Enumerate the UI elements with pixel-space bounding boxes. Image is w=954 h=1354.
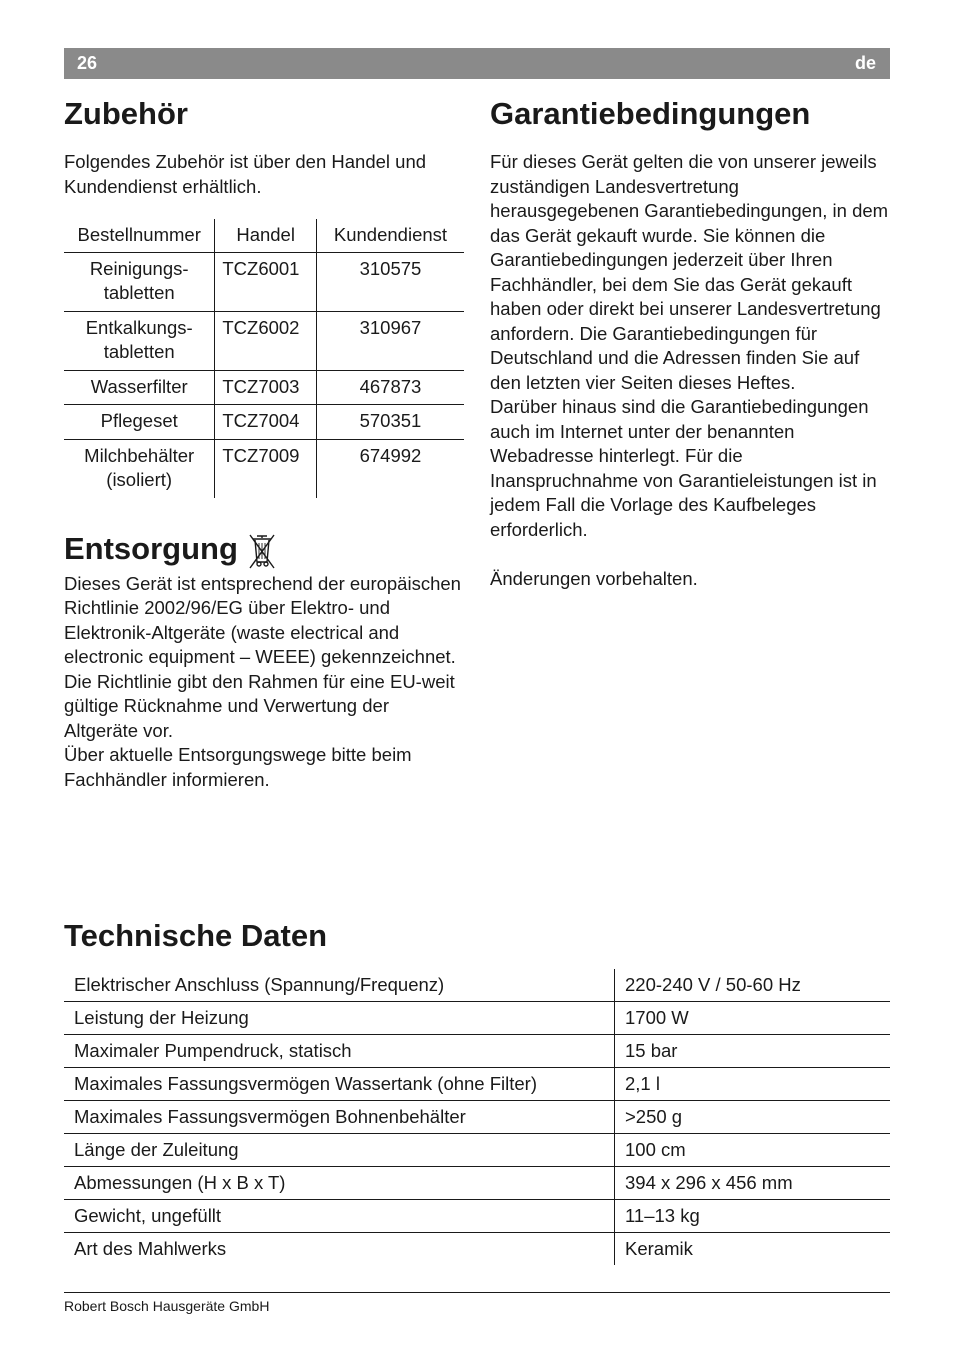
spec-label: Maximales Fassungsvermögen Bohnenbehälter	[64, 1101, 615, 1134]
garantie-title: Garantiebedingungen	[490, 96, 811, 131]
table-row	[64, 1068, 890, 1101]
accessories-table	[64, 219, 464, 498]
accessory-name: Entkalkungs- tabletten	[85, 316, 193, 362]
language-code: de	[854, 53, 876, 73]
spec-label: Leistung der Heizung	[64, 1002, 615, 1035]
spec-label: Länge der Zuleitung	[64, 1134, 615, 1167]
technische-daten-title: Technische Daten	[64, 918, 328, 953]
spec-value: 220-240 V / 50-60 Hz	[615, 969, 891, 1002]
accessory-name: Milchbehälter (isoliert)	[84, 444, 195, 490]
accessory-name: Pflegeset	[100, 410, 178, 431]
table-row	[64, 1035, 890, 1068]
changes-reserved-note: Änderungen vorbehalten.	[490, 567, 698, 589]
spec-label: Art des Mahlwerks	[64, 1233, 615, 1266]
handel-number: TCZ7004	[215, 405, 317, 440]
table-row	[64, 311, 464, 370]
spec-value: 1700 W	[615, 1002, 891, 1035]
table-row	[64, 1134, 890, 1167]
page-header-bar	[64, 48, 890, 79]
spec-label: Maximaler Pumpendruck, statisch	[64, 1035, 615, 1068]
table-row	[64, 439, 464, 498]
entsorgung-title: Entsorgung	[64, 530, 238, 566]
entsorgung-heading	[64, 528, 464, 570]
table-row	[64, 1002, 890, 1035]
footer-company: Robert Bosch Hausgeräte GmbH	[64, 1298, 270, 1314]
column-header-kundendienst: Kundendienst	[333, 224, 448, 245]
handel-number: TCZ7003	[215, 370, 317, 405]
accessory-name: Reinigungs- tabletten	[89, 257, 189, 303]
kundendienst-number: 310967	[359, 316, 422, 338]
handel-number: TCZ6002	[215, 311, 317, 370]
accessories-table-header	[64, 219, 464, 252]
kundendienst-number: 310575	[359, 257, 422, 279]
spec-value: 15 bar	[615, 1035, 891, 1068]
table-row	[64, 370, 464, 405]
handel-number: TCZ7009	[215, 439, 317, 498]
spec-value: >250 g	[615, 1101, 891, 1134]
table-row	[64, 252, 464, 311]
table-row	[64, 969, 890, 1002]
table-row	[64, 405, 464, 440]
column-header-handel: Handel	[215, 219, 317, 252]
spec-value: Keramik	[625, 1238, 693, 1259]
spec-value: 100 cm	[615, 1134, 891, 1167]
kundendienst-number: 467873	[359, 375, 422, 397]
spec-value: 11–13 kg	[615, 1200, 891, 1233]
table-row	[64, 1167, 890, 1200]
table-row	[64, 1101, 890, 1134]
garantie-text: Für dieses Gerät gelten die von unserer jeweils zuständigen Landesvertretung herausgegebenen Garantiebedingungen, in dem das Gerät gekauft wurde. Sie können die Garantiebedingungen jederzeit über Ihren Fachhändler, bei dem Sie das Gerät gekauft haben oder direkt bei unserer Landesvertretung anfordern. Die Garantiebedingungen für Deutschland und die Adressen finden Sie auf den letzten vier Seiten dieses Heftes. Darüber hinaus sind die Garantiebedingungen auch im Internet unter der benannten Webadresse hinterlegt. Für die Inanspruchnahme von Garantieleistungen ist in jedem Fall die Vorlage des Kaufbeleges erforderlich.	[490, 151, 889, 540]
accessory-name: Wasserfilter	[90, 375, 188, 397]
spec-value: 394 x 296 x 456 mm	[615, 1167, 891, 1200]
left-column	[64, 94, 464, 792]
table-row	[64, 1200, 890, 1233]
zubehoer-title: Zubehör	[64, 96, 188, 131]
right-column	[490, 94, 890, 591]
kundendienst-number: 674992	[359, 444, 422, 466]
spec-value: 2,1 l	[615, 1068, 891, 1101]
table-row	[64, 1233, 890, 1266]
footer-divider	[64, 1292, 890, 1293]
zubehoer-intro: Folgendes Zubehör ist über den Handel und Kundendienst erhältlich.	[64, 151, 427, 197]
crossed-out-wheelie-bin-icon	[248, 532, 276, 570]
spec-label: Maximales Fassungsvermögen Wassertank (ohne Filter)	[64, 1068, 615, 1101]
entsorgung-text: Dieses Gerät ist entsprechend der europäischen Richtlinie 2002/96/EG über Elektro- und Elektronik-Altgeräte (waste electrical and electronic equipment – WEEE) gekennzeichnet. Die Richtlinie gibt den Rahmen für eine EU-weit gültige Rücknahme und Verwertung der Altgeräte vor. Über aktuelle Entsorgungswege bitte beim Fachhändler informieren.	[64, 572, 461, 790]
spec-label: Abmessungen (H x B x T)	[64, 1167, 615, 1200]
spec-label: Gewicht, ungefüllt	[64, 1200, 615, 1233]
kundendienst-number: 570351	[359, 410, 422, 431]
handel-number: TCZ6001	[215, 252, 317, 311]
spec-label: Elektrischer Anschluss (Spannung/Frequenz)	[64, 969, 615, 1002]
page-number: 26	[77, 53, 98, 73]
column-header-bestellnummer: Bestellnummer	[77, 224, 201, 245]
technical-data-table	[64, 969, 890, 1265]
